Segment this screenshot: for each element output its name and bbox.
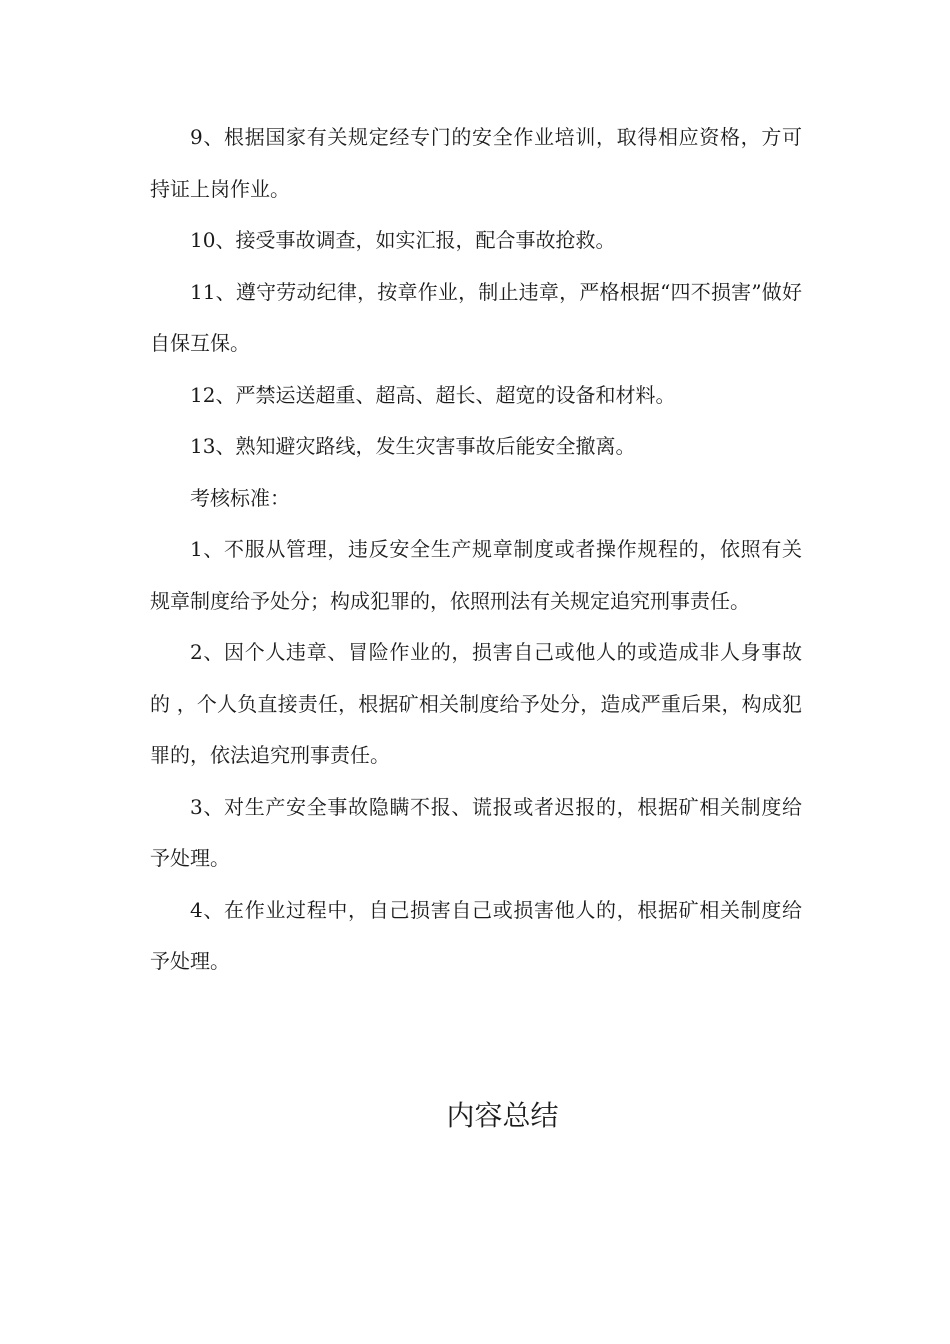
assessment-item-1: 1、不服从管理，违反安全生产规章制度或者操作规程的，依照有关规章制度给予处分；构成犯罪的，依照刑法有关规定追究刑事责任。 (150, 537, 802, 613)
paragraph-rule-11: 11、遵守劳动纪律，按章作业，制止违章，严格根据“四不损害”做好自保互保。 (150, 279, 802, 355)
paragraph-rule-10: 10、接受事故调查，如实汇报，配合事故抢救。 (190, 228, 616, 252)
assessment-item-4: 4、在作业过程中，自己损害自己或损害他人的，根据矿相关制度给予处理。 (150, 897, 802, 973)
assessment-heading: 考核标准： (190, 485, 290, 510)
assessment-item-2: 2、因个人违章、冒险作业的，损害自己或他人的或造成非人身事故的 ，个人负直接责任，根据矿相关制度给予处分，造成严重后果，构成犯罪的，依法追究刑事责任。 (150, 640, 802, 767)
paragraph-rule-13: 13、熟知避灾路线，发生灾害事故后能安全撤离。 (190, 434, 636, 458)
assessment-item-3: 3、对生产安全事故隐瞒不报、谎报或者迟报的，根据矿相关制度给予处理。 (150, 794, 802, 870)
summary-title: 内容总结 (446, 1099, 559, 1132)
document-body (150, 112, 802, 988)
paragraph-rule-12: 12、严禁运送超重、超高、超长、超宽的设备和材料。 (190, 382, 676, 407)
paragraph-rule-9: 9、根据国家有关规定经专门的安全作业培训，取得相应资格，方可持证上岗作业。 (150, 125, 802, 201)
